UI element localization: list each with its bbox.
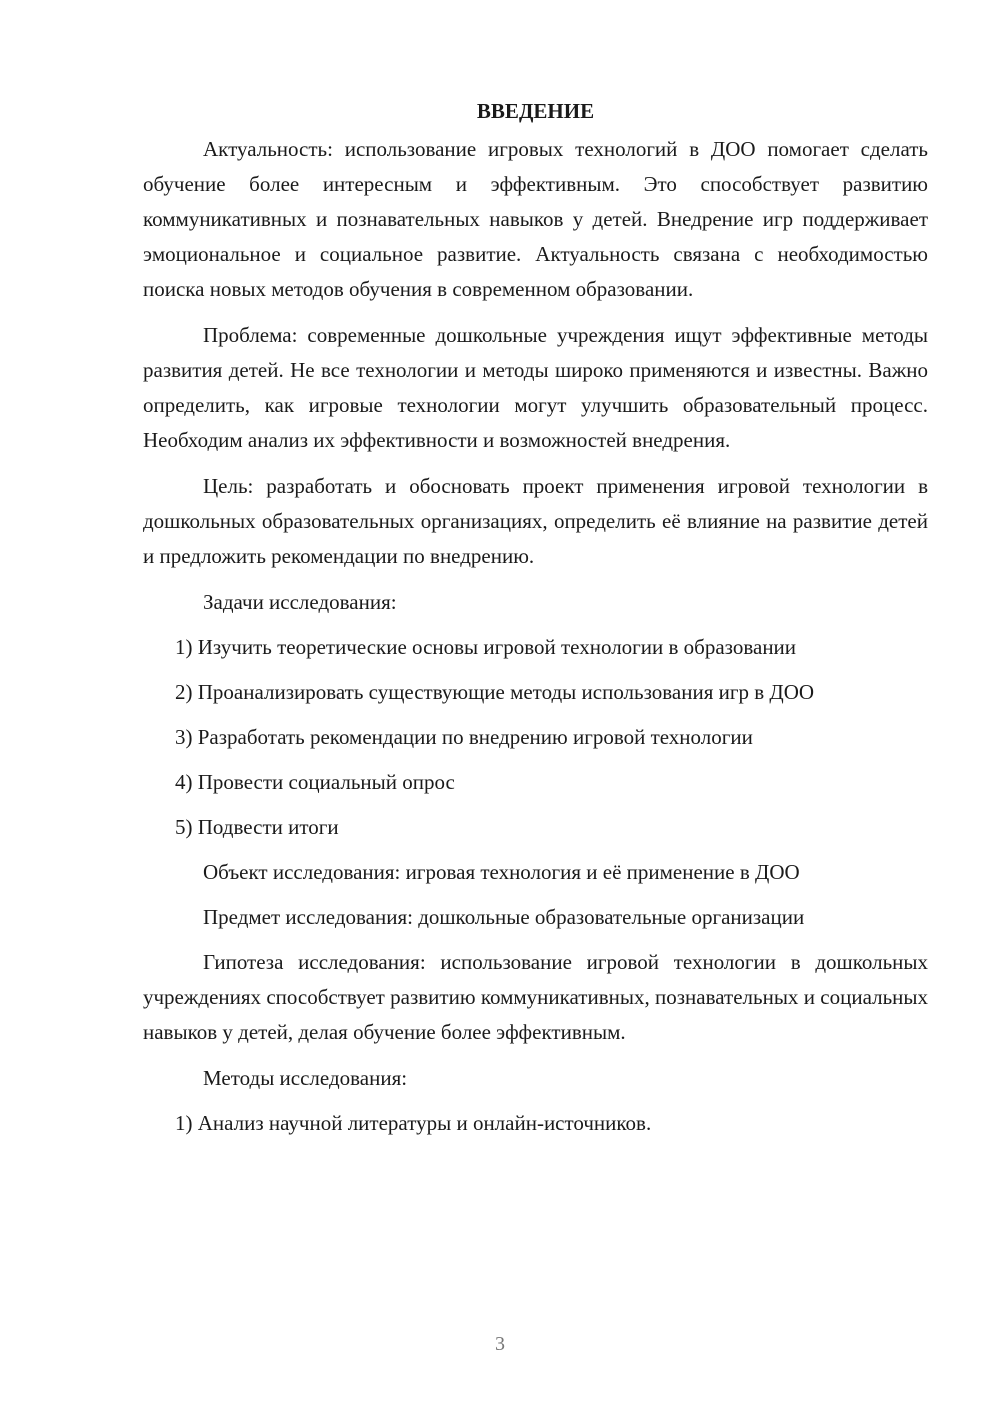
section-title: ВВЕДЕНИЕ [476,99,595,123]
task-item-3: 3) Разработать рекомендации по внедрению игровой технологии [175,725,753,749]
tasks-heading: Задачи исследования: [203,590,397,614]
problem-paragraph: Проблема: современные дошкольные учреждения ищут эффективные методы развития детей. Не все технологии и методы широко применяются и известны. Важно определить, как игровые технологии могут улучшить образовательный процесс. Необходим анализ их эффективности и возможностей внедрения. [143,323,928,452]
methods-heading: Методы исследования: [203,1066,408,1090]
research-object: Объект исследования: игровая технология и её применение в ДОО [203,860,800,884]
hypothesis-paragraph: Гипотеза исследования: использование игровой технологии в дошкольных учреждениях способствует развитию коммуникативных, познавательных и социальных навыков у детей, делая обучение более эффективным. [143,950,928,1044]
page-number: 3 [495,1333,505,1355]
task-item-2: 2) Проанализировать существующие методы использования игр в ДОО [175,680,815,704]
goal-paragraph: Цель: разработать и обосновать проект применения игровой технологии в дошкольных образовательных организациях, определить её влияние на развитие детей и предложить рекомендации по внедрению. [143,474,928,568]
task-item-1: 1) Изучить теоретические основы игровой технологии в образовании [175,635,797,659]
document-page [143,96,928,1151]
relevance-paragraph: Актуальность: использование игровых технологий в ДОО помогает сделать обучение более интересным и эффективным. Это способствует развитию коммуникативных и познавательных навыков у детей. Внедрение игр поддерживает эмоциональное и социальное развитие. Актуальность связана с необходимостью поиска новых методов обучения в современном образовании. [143,137,928,301]
task-item-5: 5) Подвести итоги [175,815,339,839]
task-item-4: 4) Провести социальный опрос [175,770,455,794]
research-subject: Предмет исследования: дошкольные образовательные организации [203,905,805,929]
method-item-1: 1) Анализ научной литературы и онлайн-источников. [175,1111,652,1135]
